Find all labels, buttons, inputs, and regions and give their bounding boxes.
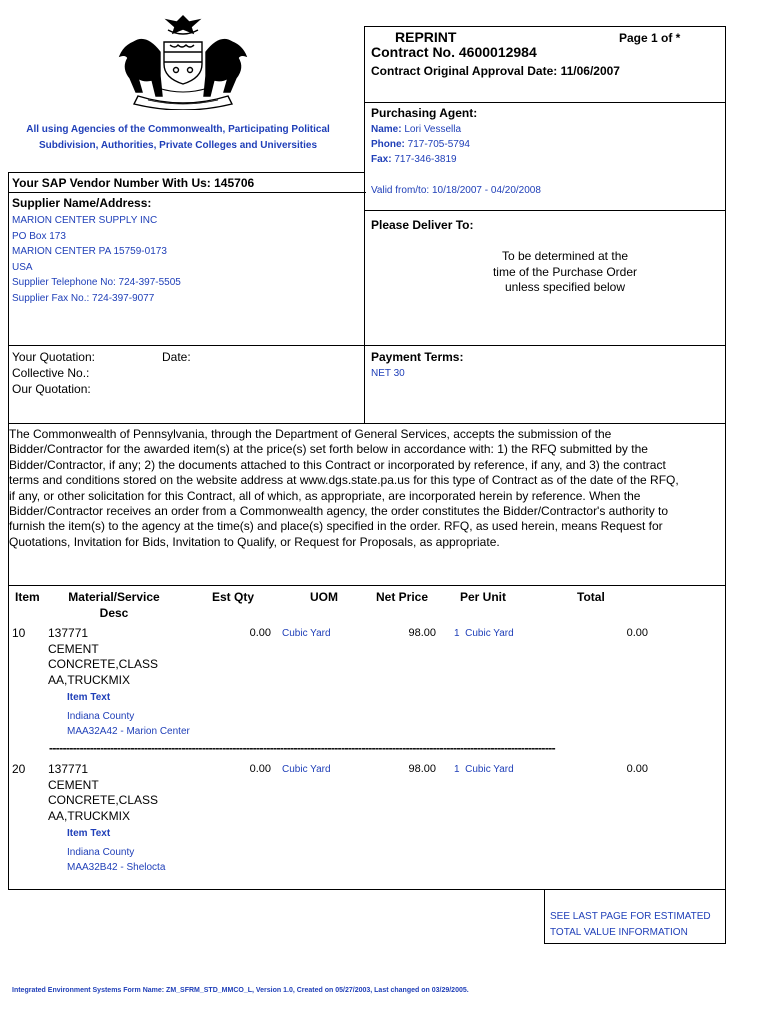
your-quotation-label: Your Quotation: xyxy=(12,350,95,364)
deliver-to-box xyxy=(364,210,726,346)
vendor-box xyxy=(8,172,365,346)
agencies-line-1: All using Agencies of the Commonwealth, Participating Political xyxy=(26,124,330,135)
row-total: 0.00 xyxy=(626,763,648,775)
col-header-total: Total xyxy=(577,590,605,604)
payment-terms-box xyxy=(364,345,726,424)
row-uom: Cubic Yard xyxy=(282,764,331,775)
row-item-number: 10 xyxy=(12,626,26,640)
collective-no-label: Collective No.: xyxy=(12,366,90,380)
approval-date: Contract Original Approval Date: 11/06/2007 xyxy=(371,64,620,78)
supplier-line: Supplier Telephone No: 724-397-5505 xyxy=(12,277,181,288)
valid-dates: Valid from/to: 10/18/2007 - 04/20/2008 xyxy=(371,185,541,196)
row-net-price: 98.00 xyxy=(408,627,436,639)
purchasing-agent-box xyxy=(364,102,726,211)
terms-paragraph: The Commonwealth of Pennsylvania, through the Department of General Services, accepts the submission of the Bidder/Contractor for the awarded item(s) at the price(s) set forth below in accordance with: 1) the RFQ submitted by the Bidder/Contractor, if any; 2) the documents attached to this Contract or incorporated by reference, if any, and 3) the contract terms and conditions stored on the website address at www.dgs.state.pa.us for this type of Contract as of the date of the RFQ, if any, or other solicitation for this Contract, all of which, as appropriate, are incorporated herein by reference. When the Bidder/Contractor receives an order from a Commonwealth agency, the order constitutes the Bidder/Contractor's authority to furnish the item(s) to the agency at the time(s) and place(s) specified in the order. RFQ, as used herein, means Request for Quotations, Invitation for Bids, Invitation to Qualify, or Request for Proposals, as appropriate. xyxy=(9,427,679,549)
deliver-text: To be determined at the time of the Purchase Order unless specified below xyxy=(492,249,638,294)
table-row xyxy=(9,626,725,741)
quotation-box xyxy=(8,345,365,424)
pennsylvania-seal-icon xyxy=(108,12,258,110)
row-item-text-line: MAA32B42 - Shelocta xyxy=(67,862,166,873)
estimated-note-line-2: TOTAL VALUE INFORMATION xyxy=(550,927,688,938)
col-header-uom: UOM xyxy=(310,590,338,604)
estimated-note-line-1: SEE LAST PAGE FOR ESTIMATED xyxy=(550,911,711,922)
deliver-title: Please Deliver To: xyxy=(371,218,474,232)
contract-number: Contract No. 4600012984 xyxy=(371,44,537,60)
reprint-label: REPRINT xyxy=(395,29,457,45)
row-per-unit: 1 Cubic Yard xyxy=(454,764,514,775)
col-header-item: Item xyxy=(15,590,40,604)
agent-fax: Fax: 717-346-3819 xyxy=(371,154,457,165)
supplier-line: MARION CENTER PA 15759-0173 xyxy=(12,246,167,257)
row-uom: Cubic Yard xyxy=(282,628,331,639)
row-per-unit: 1 Cubic Yard xyxy=(454,628,514,639)
row-est-qty: 0.00 xyxy=(249,627,271,639)
sap-vendor-number: Your SAP Vendor Number With Us: 145706 xyxy=(12,176,255,190)
supplier-address xyxy=(12,213,181,306)
payment-terms-value: NET 30 xyxy=(371,368,405,379)
row-item-text-label: Item Text xyxy=(67,828,111,839)
terms-box xyxy=(8,423,726,586)
row-separator: ----------------------------------------------------------------------------------------------------------------------------------------------------- xyxy=(49,741,556,755)
row-item-text-line: MAA32A42 - Marion Center xyxy=(67,726,190,737)
our-quotation-label: Our Quotation: xyxy=(12,382,91,396)
col-header-net-price: Net Price xyxy=(376,590,429,604)
row-net-price: 98.00 xyxy=(408,763,436,775)
payment-terms-title: Payment Terms: xyxy=(371,350,464,364)
col-header-est-qty: Est Qty xyxy=(212,590,255,604)
supplier-line: PO Box 173 xyxy=(12,230,66,242)
estimated-value-note-box xyxy=(544,889,726,944)
quotation-date-label: Date: xyxy=(162,350,191,364)
purchasing-agent-title: Purchasing Agent: xyxy=(371,106,478,120)
row-material: 137771 CEMENT CONCRETE,CLASS AA,TRUCKMIX xyxy=(48,626,159,687)
supplier-line: Supplier Fax No.: 724-397-9077 xyxy=(12,292,155,304)
agent-name: Name: Lori Vessella xyxy=(371,124,462,135)
table-row xyxy=(9,762,725,877)
form-footer: Integrated Environment Systems Form Name: ZM_SFRM_STD_MMCO_L, Version 1.0, Created on 05/27/2003, Last changed on 03/29/2005. xyxy=(12,987,469,994)
row-item-text-line: Indiana County xyxy=(67,711,135,722)
row-item-number: 20 xyxy=(12,762,26,776)
row-total: 0.00 xyxy=(626,627,648,639)
row-item-text-label: Item Text xyxy=(67,692,111,703)
page-number: Page 1 of * xyxy=(619,31,681,45)
supplier-line: MARION CENTER SUPPLY INC xyxy=(12,215,158,226)
col-header-per-unit: Per Unit xyxy=(460,590,507,604)
supplier-title: Supplier Name/Address: xyxy=(12,196,152,210)
contract-header-box xyxy=(364,26,726,103)
agent-phone: Phone: 717-705-5794 xyxy=(371,139,470,150)
col-header-material: Material/Service Desc xyxy=(68,590,160,620)
row-material: 137771 CEMENT CONCRETE,CLASS AA,TRUCKMIX xyxy=(48,762,159,823)
row-est-qty: 0.00 xyxy=(249,763,271,775)
row-item-text-line: Indiana County xyxy=(67,847,135,858)
agencies-line-2: Subdivision, Authorities, Private Colleges and Universities xyxy=(38,140,318,151)
line-items-box xyxy=(8,585,726,890)
supplier-line: USA xyxy=(12,261,33,273)
